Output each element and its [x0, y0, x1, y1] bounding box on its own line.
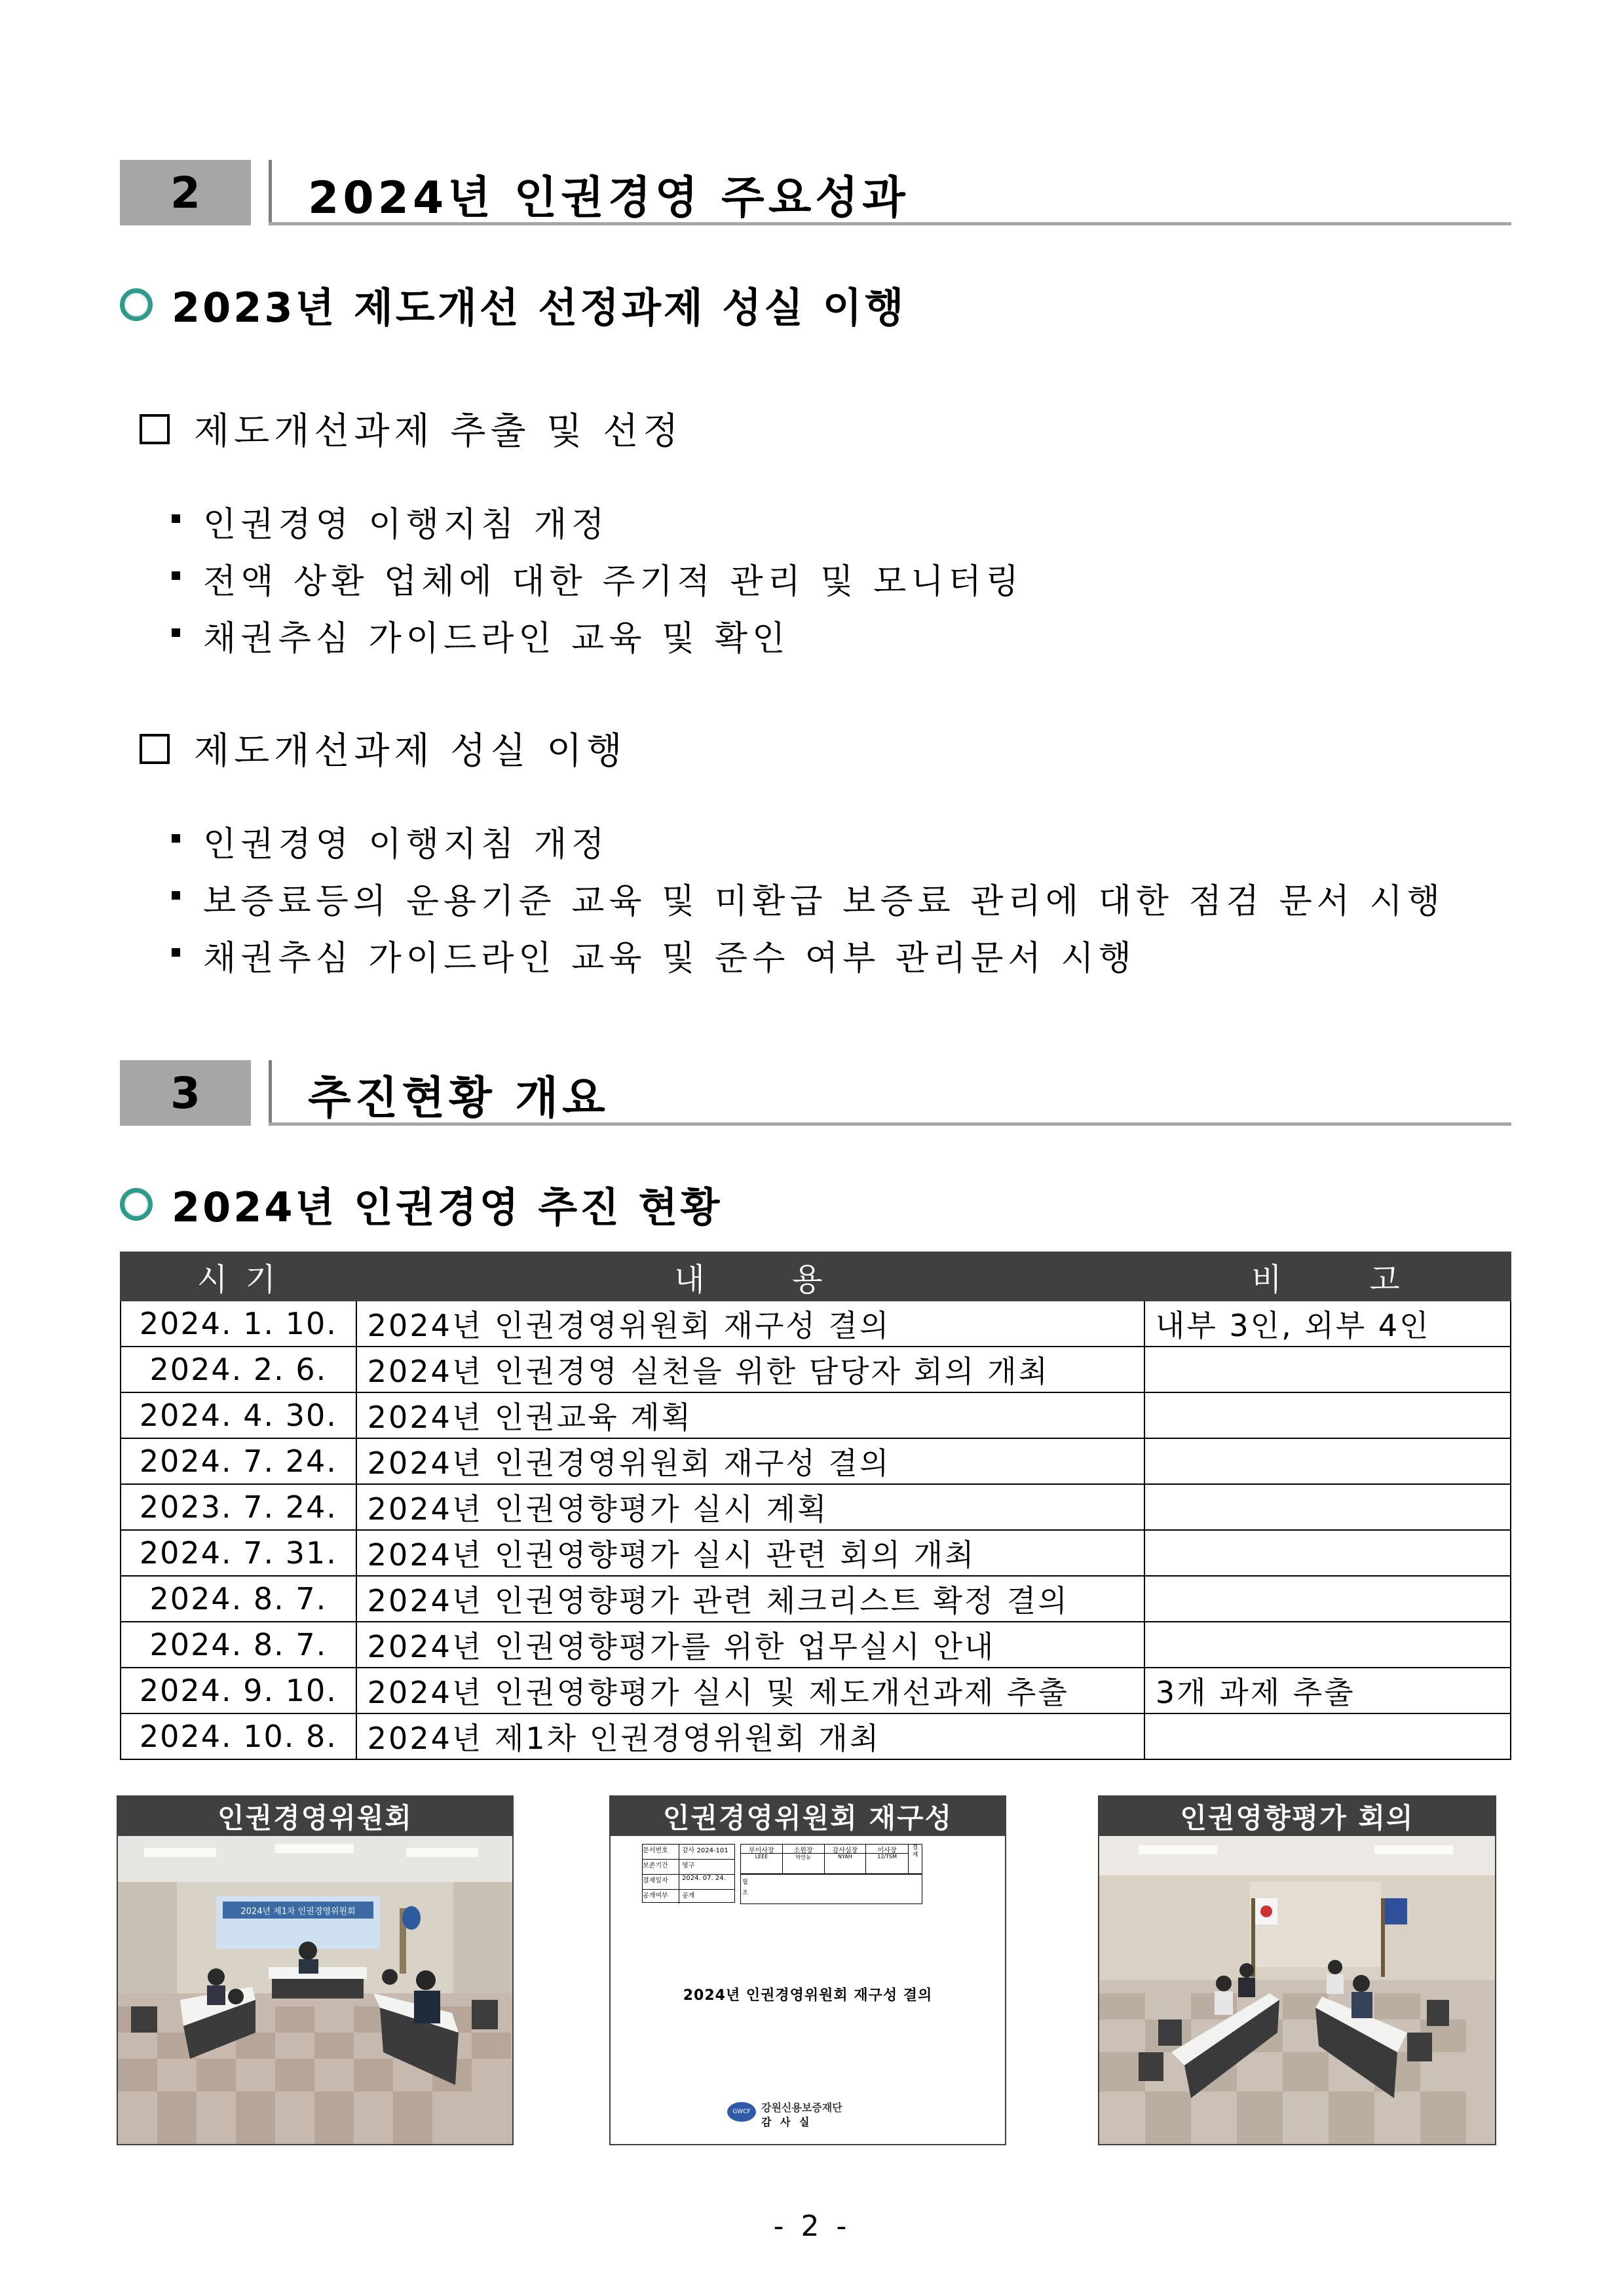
form-signature: 박연농 — [783, 1854, 825, 1873]
approval-form — [642, 1844, 924, 1903]
form-cooperation-row — [740, 1874, 922, 1904]
cell-content: 2024년 인권경영위원회 재구성 결의 — [356, 1438, 1144, 1484]
table-row — [121, 1392, 1511, 1438]
cell-date: 2023. 7. 24. — [121, 1484, 356, 1530]
screen-banner-text: 2024년 제1차 인권경영위원회 — [240, 1907, 356, 1917]
cell-date: 2024. 9. 10. — [121, 1668, 356, 1713]
cell-content: 2024년 인권영향평가 관련 체크리스트 확정 결의 — [356, 1576, 1144, 1622]
section-2-divider — [269, 160, 272, 225]
photo-caption: 인권영향평가 회의 — [1099, 1797, 1495, 1836]
section-3-title: 추진현황 개요 — [308, 1073, 609, 1124]
form-label: 결재일자 — [643, 1875, 679, 1889]
table-row — [121, 1301, 1511, 1347]
form-role: 소원장 — [783, 1845, 825, 1854]
column-header-note: 비 고 — [1144, 1252, 1511, 1301]
form-label: 공개여부 — [643, 1890, 679, 1904]
cell-content: 2024년 인권영향평가 실시 관련 회의 개최 — [356, 1530, 1144, 1576]
cell-content: 2024년 인권교육 계획 — [356, 1392, 1144, 1438]
cell-note — [1144, 1347, 1511, 1392]
form-label: 보존기간 — [643, 1860, 679, 1874]
block-2-item: 보증료등의 운용기준 교육 및 미환급 보증료 관리에 대한 점검 문서 시행 — [203, 882, 1445, 921]
block-1-title: 제도개선과제 추출 및 선정 — [194, 410, 683, 453]
table-row — [121, 1576, 1511, 1622]
form-signature: NYAH — [825, 1854, 867, 1873]
table-row — [121, 1438, 1511, 1484]
block-2-item: 인권경영 이행지침 개정 — [203, 825, 609, 864]
form-left-col — [642, 1844, 735, 1903]
square-bullet-icon — [172, 834, 180, 843]
schedule-table — [120, 1252, 1511, 1760]
cell-note: 내부 3인, 외부 4인 — [1144, 1301, 1511, 1347]
form-value: 공개 — [682, 1892, 695, 1900]
form-signature: LEEE — [741, 1854, 783, 1873]
square-bullet-icon — [172, 948, 180, 957]
form-side-mark: 결 — [912, 1845, 918, 1851]
photo-reorganization-document — [609, 1795, 1006, 2145]
form-value: 감사 2024-101 — [682, 1847, 728, 1854]
cell-content: 2024년 인권경영위원회 재구성 결의 — [356, 1301, 1144, 1347]
cell-note — [1144, 1530, 1511, 1576]
form-side-mark: 재 — [912, 1852, 918, 1858]
form-value: 영구 — [682, 1862, 695, 1869]
square-bullet-icon — [172, 571, 180, 580]
cell-note — [1144, 1484, 1511, 1530]
column-header-content: 내 용 — [356, 1252, 1144, 1301]
column-header-period: 시 기 — [121, 1252, 356, 1301]
section-3-number: 3 — [120, 1060, 251, 1126]
heading-institutional-improvement: 2023년 제도개선 선정과제 성실 이행 — [172, 284, 907, 332]
cell-note — [1144, 1392, 1511, 1438]
org-name: 강원신용보증재단 — [761, 2101, 842, 2114]
form-side-mark: 협 — [742, 1879, 748, 1886]
cell-date: 2024. 4. 30. — [121, 1392, 356, 1438]
form-role: 이사장 — [866, 1845, 908, 1854]
checkbox-square-icon — [140, 414, 170, 444]
heading-promotion-status: 2024년 인권경영 추진 현황 — [172, 1183, 723, 1231]
photo-caption: 인권경영위원회 — [118, 1797, 512, 1836]
table-row — [121, 1713, 1511, 1759]
photo-impact-assessment-meeting — [1098, 1795, 1496, 2145]
section-2-title: 2024년 인권경영 주요성과 — [308, 172, 909, 224]
form-side-marks — [908, 1844, 922, 1874]
cell-content: 2024년 인권경영 실천을 위한 담당자 회의 개최 — [356, 1347, 1144, 1392]
form-signature: 12/TSM — [877, 1854, 897, 1860]
cell-date: 2024. 8. 7. — [121, 1622, 356, 1668]
square-bullet-icon — [172, 628, 180, 637]
cell-date: 2024. 7. 31. — [121, 1530, 356, 1576]
cell-note: 3개 과제 추출 — [1144, 1668, 1511, 1713]
form-role: 감사실장 — [825, 1845, 867, 1854]
cell-content: 2024년 제1차 인권경영위원회 개최 — [356, 1713, 1144, 1759]
circle-bullet-icon — [120, 288, 153, 321]
org-logo-icon — [727, 2102, 756, 2122]
block-2-item: 채권추심 가이드라인 교육 및 준수 여부 관리문서 시행 — [203, 939, 1136, 978]
meeting-room-photo — [118, 1836, 512, 2144]
form-approval-grid — [740, 1844, 909, 1874]
assessment-meeting-photo — [1099, 1836, 1495, 2144]
cell-note — [1144, 1713, 1511, 1759]
cell-content: 2024년 인권영향평가를 위한 업무실시 안내 — [356, 1622, 1144, 1668]
block-1-item: 전액 상환 업체에 대한 주기적 관리 및 모니터링 — [203, 562, 1024, 602]
block-1-item: 인권경영 이행지침 개정 — [203, 505, 609, 545]
square-bullet-icon — [172, 891, 180, 900]
org-department: 감 사 실 — [761, 2116, 812, 2128]
section-3-divider — [269, 1060, 272, 1126]
block-2-title: 제도개선과제 성실 이행 — [194, 730, 627, 773]
table-header-row — [121, 1252, 1511, 1301]
page-number: - 2 - — [773, 2210, 851, 2243]
cell-content: 2024년 인권영향평가 실시 계획 — [356, 1484, 1144, 1530]
square-bullet-icon — [172, 514, 180, 523]
checkbox-square-icon — [140, 734, 170, 764]
cell-note — [1144, 1438, 1511, 1484]
cell-date: 2024. 2. 6. — [121, 1347, 356, 1392]
cell-date: 2024. 1. 10. — [121, 1301, 356, 1347]
form-label: 문서번호 — [643, 1845, 679, 1859]
section-2-number: 2 — [120, 160, 251, 225]
form-value: 2024. 07. 24. — [682, 1875, 726, 1882]
cell-date: 2024. 7. 24. — [121, 1438, 356, 1484]
table-row — [121, 1622, 1511, 1668]
table-row — [121, 1347, 1511, 1392]
org-logo-text: GWCF — [732, 2109, 751, 2115]
table-row — [121, 1530, 1511, 1576]
cell-note — [1144, 1576, 1511, 1622]
cell-date: 2024. 8. 7. — [121, 1576, 356, 1622]
table-row — [121, 1484, 1511, 1530]
form-side-mark: 조 — [742, 1890, 748, 1896]
table-row — [121, 1668, 1511, 1713]
photo-caption: 인권경영위원회 재구성 — [611, 1797, 1005, 1836]
cell-date: 2024. 10. 8. — [121, 1713, 356, 1759]
photo-committee-meeting — [117, 1795, 514, 2145]
form-role: 부이사장 — [741, 1845, 783, 1854]
cell-note — [1144, 1622, 1511, 1668]
document-title: 2024년 인권경영위원회 재구성 결의 — [683, 1987, 933, 2004]
circle-bullet-icon — [120, 1188, 153, 1221]
cell-content: 2024년 인권영향평가 실시 및 제도개선과제 추출 — [356, 1668, 1144, 1713]
block-1-item: 채권추심 가이드라인 교육 및 확인 — [203, 619, 790, 659]
